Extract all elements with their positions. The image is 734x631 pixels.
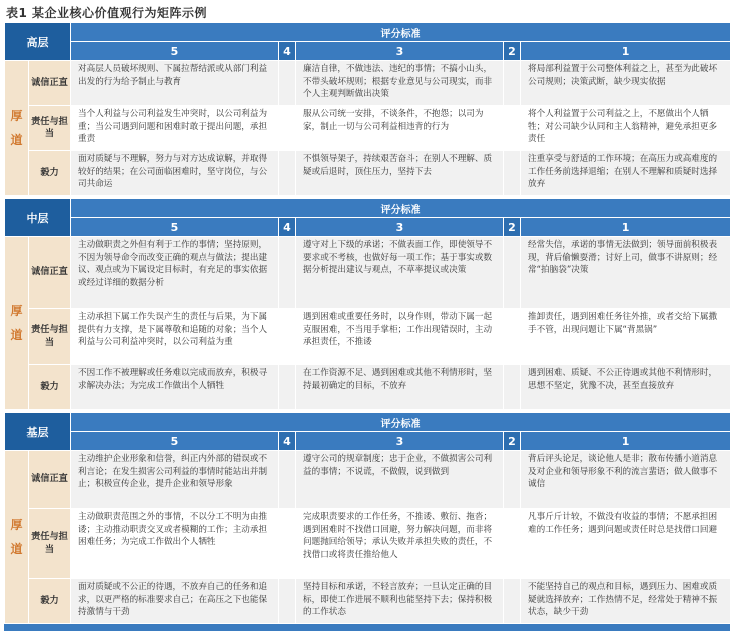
middle-integrity-score4 [279, 237, 296, 309]
top-perseverance-score5: 面对质疑与不理解，努力与对方达成谅解，并取得较好的结果；在公司面临困难时，坚守岗位，与公司共命运 [71, 151, 279, 196]
base-responsibility-score3: 完成职责要求的工作任务，不推诿、敷衍、拖沓；遇到困难时不找借口回避，努力解决问题，而非将问题抛回给领导；承认失败并承担失败的责任，不找借口或将责任推给他人 [296, 509, 504, 579]
middle-responsibility-score2 [504, 309, 521, 365]
top-score-5-header: 5 [71, 42, 279, 61]
top-responsibility-score2 [504, 106, 521, 151]
base-score-5-header: 5 [71, 432, 279, 451]
top-dimension-perseverance: 毅力 [29, 151, 71, 196]
top-group-label: 厚 道 [5, 61, 29, 196]
top-responsibility-score5: 当个人利益与公司利益发生冲突时，以公司利益为重；当公司遇到问题和困难时敢于提出问题，承担重责 [71, 106, 279, 151]
top-level-label: 高层 [5, 23, 71, 61]
top-score-2-header: 2 [504, 42, 521, 61]
top-integrity-score4 [279, 61, 296, 106]
middle-score-3-header: 3 [296, 218, 504, 237]
top-dimension-integrity: 诚信正直 [29, 61, 71, 106]
base-perseverance-score1: 不能坚持自己的观点和目标，遇到压力、困难或质疑就选择放弃；工作热情不足，经常处于精神不振状态，缺少干劲 [521, 579, 731, 624]
base-responsibility-score2 [504, 509, 521, 579]
table-row [5, 151, 731, 196]
base-responsibility-score5: 主动做职责范围之外的事情，不以分工不明为由推诿；主动推动职责交叉或者模糊的工作；主动承担困难任务；为完成工作做出个人牺牲 [71, 509, 279, 579]
middle-responsibility-score3: 遇到困难或重要任务时，以身作则，带动下属一起克服困难，不当甩手掌柜；工作出现错误时，主动承担责任，不推诿 [296, 309, 504, 365]
middle-perseverance-score4 [279, 365, 296, 410]
base-responsibility-score4 [279, 509, 296, 579]
base-score-2-header: 2 [504, 432, 521, 451]
top-score-1-header: 1 [521, 42, 731, 61]
top-integrity-score2 [504, 61, 521, 106]
base-level-label: 基层 [5, 413, 71, 451]
base-dimension-perseverance: 毅力 [29, 579, 71, 624]
middle-integrity-score5: 主动做职责之外但有利于工作的事情；坚持原则，不因为领导命令而改变正确的观点与做法；提出建议、观点或为下属设定目标时，有充足的事实依据或经过详细的数据分析 [71, 237, 279, 309]
top-perseverance-score1: 注重享受与舒适的工作环境；在高压力或高难度的工作任务前选择退缩；在别人不理解和质疑时选择放弃 [521, 151, 731, 196]
top-score-3-header: 3 [296, 42, 504, 61]
middle-perseverance-score1: 遇到困难、质疑、不公正待遇或其他不利情形时，思想不坚定，犹豫不决，甚至直接放弃 [521, 365, 731, 410]
top-responsibility-score1: 将个人利益置于公司利益之上，不愿做出个人牺牲；对公司缺少认同和主人翁精神，避免承担更多责任 [521, 106, 731, 151]
middle-integrity-score2 [504, 237, 521, 309]
base-scoring-standard-label: 评分标准 [71, 413, 731, 432]
base-integrity-score1: 背后评头论足，谈论他人是非；散布传播小道消息及对企业和领导形象不利的流言蜚语；做人做事不诚信 [521, 451, 731, 509]
middle-dimension-responsibility: 责任与担当 [29, 309, 71, 365]
table-row [5, 451, 731, 509]
middle-perseverance-score3: 在工作资源不足、遇到困难或其他不利情形时，坚持最初确定的目标，不放弃 [296, 365, 504, 410]
middle-score-5-header: 5 [71, 218, 279, 237]
top-perseverance-score4 [279, 151, 296, 196]
table-row [5, 309, 731, 365]
base-perseverance-score3: 坚持目标和承诺，不轻言放弃；一旦认定正确的目标，即使工作进展不顺利也能坚持下去；保持积极的工作状态 [296, 579, 504, 624]
top-perseverance-score2 [504, 151, 521, 196]
middle-dimension-integrity: 诚信正直 [29, 237, 71, 309]
middle-integrity-score3: 遵守对上下级的承诺；不做表面工作，即使领导不要求或不考核，也做好每一项工作；基于事实或数据分析提出建议与观点，不草率提议或决策 [296, 237, 504, 309]
base-dimension-integrity: 诚信正直 [29, 451, 71, 509]
middle-perseverance-score5: 不因工作不被理解或任务难以完成而放弃，积极寻求解决办法；为完成工作做出个人牺牲 [71, 365, 279, 410]
middle-group-label: 厚 道 [5, 237, 29, 410]
base-dimension-responsibility: 责任与担当 [29, 509, 71, 579]
middle-score-1-header: 1 [521, 218, 731, 237]
table-row [5, 61, 731, 106]
top-integrity-score5: 对高层人员破坏规则、下属拉帮结派或从部门利益出发的行为给予制止与教育 [71, 61, 279, 106]
top-score-4-header: 4 [279, 42, 296, 61]
base-group-label: 厚 道 [5, 451, 29, 624]
top-integrity-score3: 廉洁自律，不做违法、违纪的事情；不搞小山头，不带头破坏规则；根据专业意见与公司现实，而非个人主观判断做出决策 [296, 61, 504, 106]
table-title: 表1 某企业核心价值观行为矩阵示例 [6, 6, 208, 20]
middle-dimension-perseverance: 毅力 [29, 365, 71, 410]
base-perseverance-score4 [279, 579, 296, 624]
base-responsibility-score1: 凡事斤斤计较，不做没有收益的事情；不愿承担困难的工作任务；遇到问题或责任时总是找借口回避 [521, 509, 731, 579]
top-scoring-standard-label: 评分标准 [71, 23, 731, 42]
top-perseverance-score3: 不惧领导架子，持续艰苦奋斗；在别人不理解、质疑或后退时，顶住压力，坚持下去 [296, 151, 504, 196]
table-row [5, 365, 731, 410]
top-integrity-score1: 将局部利益置于公司整体利益之上，甚至为此破坏公司规则；决策武断，缺少现实依据 [521, 61, 731, 106]
middle-level-label: 中层 [5, 199, 71, 237]
base-score-3-header: 3 [296, 432, 504, 451]
table-row [5, 237, 731, 309]
table-row [5, 106, 731, 151]
base-integrity-score2 [504, 451, 521, 509]
middle-score-2-header: 2 [504, 218, 521, 237]
base-score-4-header: 4 [279, 432, 296, 451]
middle-responsibility-score4 [279, 309, 296, 365]
top-dimension-responsibility: 责任与担当 [29, 106, 71, 151]
middle-scoring-standard-label: 评分标准 [71, 199, 731, 218]
table-bottom-bar [4, 624, 730, 631]
base-integrity-score4 [279, 451, 296, 509]
middle-responsibility-score1: 推卸责任，遇到困难任务往外推，或者交给下属撒手不管，出现问题让下属“背黑锅” [521, 309, 731, 365]
middle-integrity-score1: 经常失信，承诺的事情无法做到；领导面前积极表现，背后偷懒耍滑；讨好上司，做事不讲原则；经常“拍脑袋”决策 [521, 237, 731, 309]
table-row [5, 579, 731, 624]
base-score-1-header: 1 [521, 432, 731, 451]
table-row [5, 509, 731, 579]
top-responsibility-score4 [279, 106, 296, 151]
base-integrity-score3: 遵守公司的规章制度；忠于企业，不做损害公司利益的事情；不说谎，不做假，说到做到 [296, 451, 504, 509]
base-perseverance-score5: 面对质疑或不公正的待遇，不放弃自己的任务和追求，以更严格的标准要求自己；在高压之下也能保持激情与干劲 [71, 579, 279, 624]
top-responsibility-score3: 服从公司统一安排，不谈条件，不抱怨；以司为家，制止一切与公司利益相违背的行为 [296, 106, 504, 151]
middle-responsibility-score5: 主动承担下属工作失误产生的责任与后果，为下属提供有力支撑，是下属尊敬和追随的对象；当个人利益与公司利益冲突时，以公司利益为重 [71, 309, 279, 365]
middle-score-4-header: 4 [279, 218, 296, 237]
base-perseverance-score2 [504, 579, 521, 624]
behavior-matrix-table [4, 22, 731, 624]
middle-perseverance-score2 [504, 365, 521, 410]
base-integrity-score5: 主动维护企业形象和信誉，纠正内外部的错误或不利言论；在发生损害公司利益的事情时能站出并制止；积极宣传企业，提升企业和领导形象 [71, 451, 279, 509]
